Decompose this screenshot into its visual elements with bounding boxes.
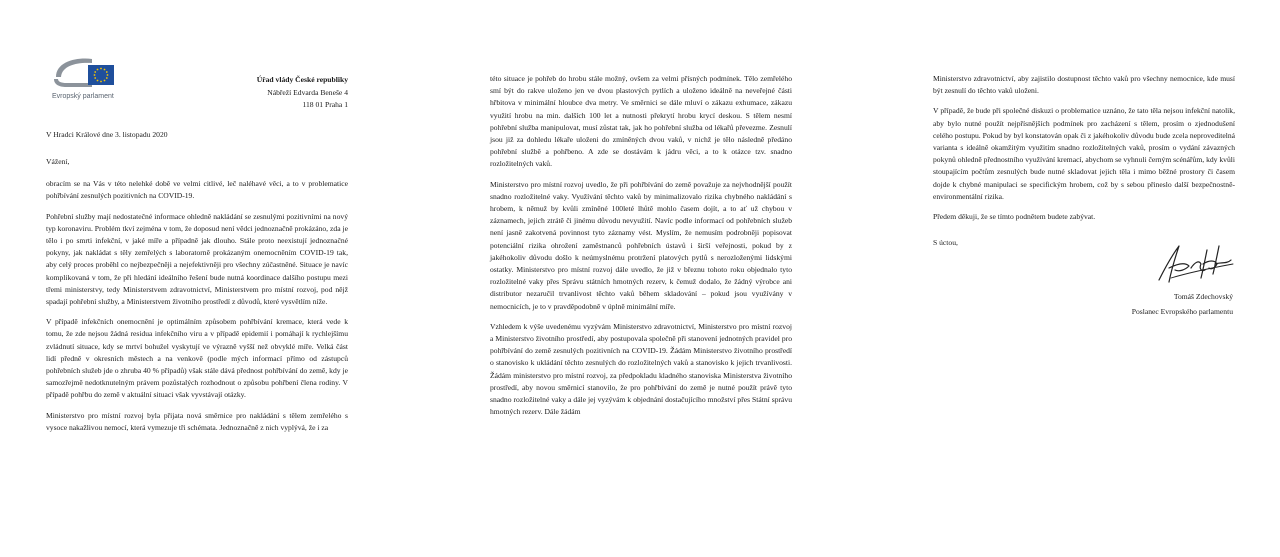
letter-page-2 — [490, 0, 792, 557]
paragraph: Vzhledem k výše uvedenému vyzývám Ministerstvo zdravotnictví, Ministerstvo pro místní rozvoj a Ministerstvo životního prostředí, aby postupovala společně při stanovení jednotných pravidel pro pohřbívání do země zesnulých pozitivních na COVID-19. Žádám Ministerstvo životního prostředí o stanovisko k ukládání těchto zesnulých do rozložitelných vaků a stanovisko k jejich trvanlivosti. Žádám ministerstvo pro místní rozvoj, za předpokladu kladného stanoviska Ministerstva životního prostředí, aby novou směrnicí stanovilo, že pro pohřbívání do země je nutné použít právě tyto snadno rozložitelné vaky a dále jej vyzývám k objednání dostačujícího množství přes Státní správu hmotných rezerv. Dále žádám — [490, 321, 792, 417]
recipient-org: Úřad vlády České republiky — [256, 75, 348, 84]
paragraph: V případě, že bude při společné diskuzi o problematice uznáno, že tato těla nejsou infekční natolik, aby bylo nutné použít nejpřísnějších podmínek pro zacházení s tělem, prosím o zjednodušení celého postupu. Pokud by byl konstatován opak či z jakéhokoliv důvodu bude zcela neproveditelná varianta s ideálně okamžitým využitím snadno rozložitelných vaků, prosím o vydání závazných pokynů ohledně přednostního využívání kremací, abychom se vyhnuli černým scénářům, kdy kvůli stoupajícím počtům zesnulých bude nutné skladovat jejich těla i mimo běžné prostory či časem dojde k chybné manipulaci se specifickým hrobem, což by s sebou přineslo další bezpečnostně-environmentální rizika. — [933, 106, 1235, 201]
letter-page-3 — [933, 0, 1235, 557]
signer-name: Tomáš Zdechovský — [1173, 292, 1233, 301]
signer-title: Poslanec Evropského parlamentu — [1131, 306, 1233, 316]
paragraph: této situace je pohřeb do hrobu stále možný, ovšem za velmi přísných podmínek. Tělo zemřelého smí být do rakve uloženo jen ve dvou plastových pytlích a uloženo ideálně na neveřejné části hřbitova v minimální hloubce dva metry. Ve směrnici se dále mluví o zákazu exhumace, zákazu využití hrobu na min. dalších 100 let a nutnosti překrytí hrobu krycí deskou. S tělem nesmí pohřební služba manipulovat, musí zůstat tak, jak ho pohřební služba od lékařů převezme. Zesnulí jsou již za dohledu lékaře uloženi do zmíněných dvou vaků, v nichž je tělo následně předáno pohřební službě a pohřbeno. A zde se dostávám k jádru věci, a to k otázce tzv. snadno rozložitelných vaků. — [490, 74, 792, 169]
eu-parliament-logo-icon — [52, 55, 116, 89]
letter-page-1 — [46, 0, 348, 557]
paragraph: Ministerstvo pro místní rozvoj byla přijata nová směrnice pro nakládání s tělem zemřelého s vysoce nakažlivou nemocí, která vymezuje tři schémata. Jednoznačně z nich vyplývá, že i za — [46, 410, 348, 432]
letter-body-page-2 — [490, 73, 792, 426]
paragraph: Pohřební služby mají nedostatečné informace ohledně nakládání se zesnulými pozitivními na nový typ koronaviru. Problém tkví zejména v tom, že doposud není vědci jednoznačně prokázáno, zda je tělo i po smrti infekční, v jaké míře a případně jak dlouho. Stále proto neexistují jednoznačné pokyny, jak nakládat s těly zemřelých s laboratorně prokázaným onemocněním COVID-19 tak, aby celý proces proběhl co nejbezpečněji a nejefektivněji pro všechny zúčastněné. Situace je navíc komplikovaná v tom, že při hledání ideálního řešení bude nutná koordinace dalšího postupu mezi třemi ministerstvy, tedy Ministerstvem zdravotnictví, Ministerstvem pro místní rozvoj, pod nějž spadají pohřební služby, a Ministerstvem životního prostředí z důvodů, které vysvětlím níže. — [46, 211, 348, 307]
logo-caption: Evropský parlament — [52, 93, 114, 100]
closing: S úctou, — [933, 238, 958, 248]
letter-body-page-1 — [46, 156, 348, 442]
recipient-street: Nábřeží Edvarda Beneše 4 — [267, 87, 348, 97]
letter-date: V Hradci Králové dne 3. listopadu 2020 — [46, 130, 168, 139]
paragraph: Předem děkuji, že se tímto podnětem budete zabývat. — [933, 212, 1096, 222]
recipient-city: 118 01 Praha 1 — [302, 100, 348, 109]
letter-body-page-3 — [933, 73, 1235, 257]
paragraph: Ministerstvo pro místní rozvoj uvedlo, že při pohřbívání do země považuje za nejvhodnější použít snadno rozložitelné vaky. Využívání těchto vaků by minimalizovalo rizika chybného nakládání s hrobem, k němuž by kvůli zmíněné 100leté lhůtě mohlo časem dojít, a to ať už chybou v záznamech, jejich ztrátě či jinému důvodu nevyužití. Navíc podle informací od pohřebních služeb není jasně zakotvená povinnost tyto záznamy vést. Myslím, že nemusím podrobněji popisovat potenciální rizika ohrožení zaměstnanců pohřebních ústavů i širší veřejnosti, pokud by z jakéhokoliv důvodu došlo k neúmyslnému protržení platových pytlů s nerozloženými lidskými ostatky. Ministerstvo pro místní rozvoj dále uvedlo, že již v březnu tohoto roku objednalo tyto rozložitelné vaky přes Správu státních hmotných rezerv, k čemuž dodalo, že žádný výrobce ani distributor nezaručil trvanlivost těchto vaků během skladování – pokud jsou využívány v nemocnicích, je to v pravděpodobně v úplně minimální míře. — [490, 179, 792, 311]
signer-block — [1132, 290, 1233, 319]
paragraph: V případě infekčních onemocnění je optimálním způsobem pohřbívání kremace, která vede k tomu, že zde nejsou žádná residua infekčního viru a v případě epidemií i pomáhají k rychlejšímu zvládnutí situace, kdy se mrtví bohužel vyskytují ve výrazně vyšší než obvyklé míře. Velká část lidí předně v okresních městech a na venkově (podle mých informací přímo od zástupců pohřebních služeb jde o zhruba 40 % případů) však stále dává přednost pohřbívání do země, kdy je samozřejmě nedotknutelným právem pozůstalých rozhodnout o způsobu pohřbení člena rodiny. V případě pohřbu do země v aktuální situaci však vyvstávají otázky. — [46, 317, 348, 400]
handwritten-signature-icon — [1151, 238, 1241, 288]
salutation: Vážení, — [46, 157, 70, 166]
paragraph: obracím se na Vás v této nelehké době ve velmi citlivé, leč naléhavé věci, a to v problematice pohřbívání zesnulých pozitivních na COVID-19. — [46, 179, 348, 201]
paragraph: Ministerstvo zdravotnictví, aby zajistilo dostupnost těchto vaků pro všechny nemocnice, kde musí být zesnulí do těchto vaků uloženi. — [933, 74, 1235, 96]
recipient-address — [257, 74, 348, 112]
